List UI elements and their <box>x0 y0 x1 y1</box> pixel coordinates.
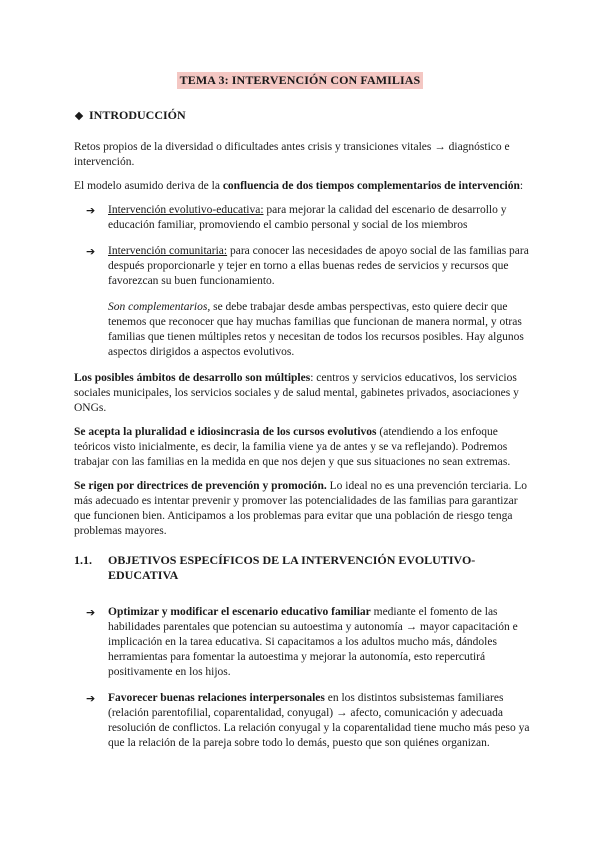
underlined-term: Intervención comunitaria: <box>108 245 228 257</box>
list-item <box>74 244 536 289</box>
paragraph-text: se debe trabajar desde ambas perspectivas, esto quiere decir que tenemos que reconocer que hay muchas familias que funcionan de manera normal, y otras familias que tienen múltiples retos y necesitan de todos los recursos posibles. Hay algunos aspectos dirigidos a aspectos evolutivos. <box>108 301 524 358</box>
arrow-right-icon: ➔ <box>86 245 96 258</box>
paragraph-text: (atendiendo a los enfoque teóricos visto inicialmente, es decir, la familia viene ya de antes y se va reflejando). Podremos trabajar con las familias en la medida en que nos dejen y que sus situaciones no sean extremas. <box>74 426 511 468</box>
subsection-heading-objetivos <box>74 553 536 583</box>
paragraph-ambitos <box>74 371 536 416</box>
list-item <box>74 605 536 680</box>
paragraph-text: El modelo asumido deriva de la <box>74 180 223 192</box>
list-item-text: para mejorar la calidad del escenario de desarrollo y educación familiar, promoviendo el cambio personal y social de los miembros <box>108 204 507 231</box>
list-item <box>74 203 536 233</box>
list-item <box>74 691 536 751</box>
title-wrap <box>0 72 600 89</box>
arrow-right-icon: ➔ <box>86 692 96 705</box>
bullet-list-objetivos <box>74 605 536 751</box>
list-item-text: en los distintos subsistemas familiares (relación parentofilial, coparentalidad, conyugal) → afecto, comunicación y adecuada resolución de conflictos. La relación conyugal y la coparentalidad tiene mucho más peso ya que la relación de la pareja sobre todo lo demás, puesto que son quiénes organizan. <box>108 692 530 749</box>
section-heading-text: INTRODUCCIÓN <box>89 108 186 122</box>
diamond-bullet-icon <box>75 111 83 119</box>
paragraph-pluralidad <box>74 425 536 470</box>
paragraph-text: : <box>519 180 524 192</box>
bold-text: Optimizar y modificar el escenario educativo familiar <box>108 606 371 618</box>
paragraph-complementarios <box>74 300 536 360</box>
section-heading-introduccion <box>74 108 536 123</box>
list-item-text: para conocer las necesidades de apoyo social de las familias para después proporcionarle y tejer en torno a ellas buenas redes de servicios y recursos que favorezcan su buen funcionamiento. <box>108 245 529 287</box>
bullet-list-intervenciones <box>74 203 536 289</box>
document-body <box>74 108 536 762</box>
paragraph-retos: Retos propios de la diversidad o dificultades antes crisis y transiciones vitales → diagnóstico e intervención. <box>74 141 510 168</box>
arrow-right-icon: ➔ <box>86 606 96 619</box>
subsection-number: 1.1. <box>74 553 92 567</box>
paragraph-prevencion <box>74 479 536 539</box>
subsection-heading-text: OBJETIVOS ESPECÍFICOS DE LA INTERVENCIÓN EVOLUTIVO-EDUCATIVA <box>108 553 476 582</box>
italic-text: Son complementarios, <box>108 301 211 313</box>
arrow-right-icon: ➔ <box>86 204 96 217</box>
paragraph-text: : centros y servicios educativos, los servicios sociales municipales, los servicios sociales y de salud mental, gabinetes privados, asociaciones y ONGs. <box>74 372 519 414</box>
paragraph-text: Lo ideal no es una prevención terciaria. Lo más adecuado es intentar prevenir y promover las potencialidades de las familias para garantizar que funcionen bien. Anticipamos a los problemas para evitar que una población de riesgo tenga problemas mayores. <box>74 480 527 537</box>
underlined-term: Intervención evolutivo-educativa: <box>108 204 264 216</box>
bold-text: Se rigen por directrices de prevención y promoción. <box>74 480 327 492</box>
bold-text: confluencia de dos tiempos complementarios de intervención <box>222 180 520 192</box>
bold-text: Se acepta la pluralidad e idiosincrasia de los cursos evolutivos <box>74 426 377 438</box>
bold-text: Los posibles ámbitos de desarrollo son múltiples <box>74 372 311 384</box>
page-title: TEMA 3: INTERVENCIÓN CON FAMILIAS <box>177 72 424 89</box>
paragraph-modelo <box>74 179 536 194</box>
list-item-text: mediante el fomento de las habilidades parentales que potencian su autoestima y autonomía → mayor capacitación e implicación en la tarea educativa. Si capacitamos a los adultos mucho más, dándoles herramientas para fomentar la autoestima y mejorar la autonomía, esto repercutirá positivamente en los hijos. <box>108 606 518 678</box>
bold-text: Favorecer buenas relaciones interpersonales <box>108 692 325 704</box>
